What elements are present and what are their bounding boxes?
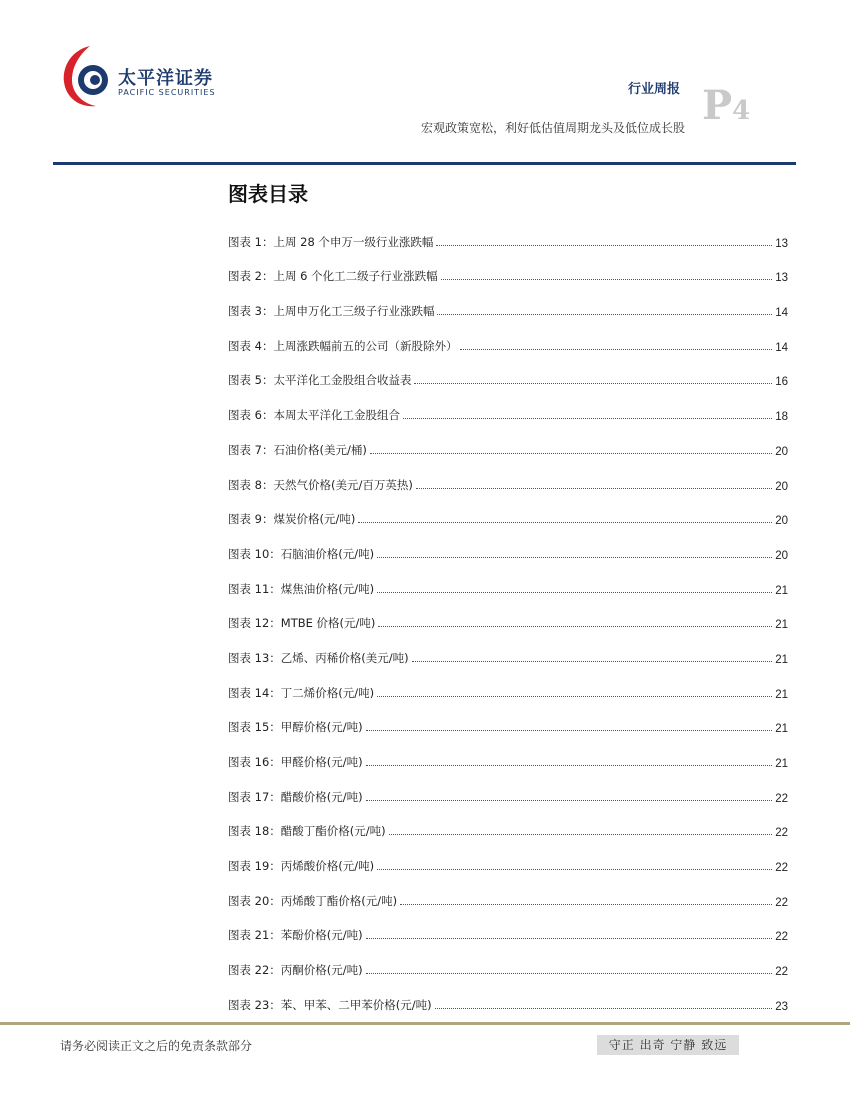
toc-entry-label[interactable]: 图表 6：本周太平洋化工金股组合 xyxy=(228,408,400,423)
header-divider xyxy=(53,162,796,165)
toc-leader-dots xyxy=(435,1008,773,1009)
toc-entry[interactable] xyxy=(228,567,788,602)
toc-entry-label[interactable]: 图表 17：醋酸价格(元/吨) xyxy=(228,789,363,804)
toc-leader-dots xyxy=(377,592,772,593)
footer-motto: 守正 出奇 宁静 致远 xyxy=(597,1035,739,1055)
toc-entry[interactable] xyxy=(228,671,788,706)
toc-leader-dots xyxy=(366,765,773,766)
toc-entry[interactable] xyxy=(228,393,788,428)
toc-entry-label[interactable]: 图表 10：石脑油价格(元/吨) xyxy=(228,546,375,561)
toc-entry-label[interactable]: 图表 2：上周 6 个化工二级子行业涨跌幅 xyxy=(228,269,438,284)
toc-entry-page[interactable]: 21 xyxy=(775,723,788,736)
toc-entry[interactable] xyxy=(228,636,788,671)
toc-entry-page[interactable]: 21 xyxy=(775,688,788,701)
toc-entry-label[interactable]: 图表 19：丙烯酸价格(元/吨) xyxy=(228,859,375,874)
toc-entry-page[interactable]: 22 xyxy=(775,966,788,979)
toc-leader-dots xyxy=(389,834,773,835)
toc-entry[interactable] xyxy=(228,983,788,1018)
toc-entry[interactable] xyxy=(228,602,788,637)
toc-entry-page[interactable]: 22 xyxy=(775,896,788,909)
toc-entry-label[interactable]: 图表 15：甲醇价格(元/吨) xyxy=(228,720,363,735)
toc-entry-page[interactable]: 18 xyxy=(775,411,788,424)
toc-entry-page[interactable]: 13 xyxy=(775,272,788,285)
toc-entry-page[interactable]: 13 xyxy=(775,237,788,250)
toc-entry-page[interactable]: 22 xyxy=(775,862,788,875)
toc-entry[interactable] xyxy=(228,324,788,359)
toc-entry-page[interactable]: 16 xyxy=(775,376,788,389)
toc-leader-dots xyxy=(377,869,772,870)
logo-name-en: PACIFIC SECURITIES xyxy=(118,88,216,97)
toc-leader-dots xyxy=(358,522,772,523)
toc-entry-label[interactable]: 图表 5：太平洋化工金股组合收益表 xyxy=(228,373,412,388)
toc-entry[interactable] xyxy=(228,810,788,845)
toc-entry-page[interactable]: 22 xyxy=(775,931,788,944)
toc-entry[interactable] xyxy=(228,844,788,879)
toc-entry-label[interactable]: 图表 9：煤炭价格(元/吨) xyxy=(228,512,356,527)
toc-entry-page[interactable]: 20 xyxy=(775,445,788,458)
toc-entry[interactable] xyxy=(228,532,788,567)
page-number-digit: 4 xyxy=(732,96,751,126)
logo-emblem-icon xyxy=(60,44,116,110)
toc-leader-dots xyxy=(400,904,772,905)
toc-entry-label[interactable]: 图表 14：丁二烯价格(元/吨) xyxy=(228,685,375,700)
toc-leader-dots xyxy=(377,696,772,697)
toc-entry-page[interactable]: 22 xyxy=(775,792,788,805)
toc-leader-dots xyxy=(377,557,772,558)
toc-entry-page[interactable]: 14 xyxy=(775,307,788,320)
toc-leader-dots xyxy=(366,973,773,974)
toc-entry-label[interactable]: 图表 3：上周申万化工三级子行业涨跌幅 xyxy=(228,304,435,319)
toc-entry[interactable] xyxy=(228,463,788,498)
toc-entry-page[interactable]: 21 xyxy=(775,758,788,770)
toc-entry-label[interactable]: 图表 4：上周涨跌幅前五的公司（新股除外） xyxy=(228,338,458,353)
toc-entry-page[interactable]: 20 xyxy=(775,480,788,493)
toc-entry-label[interactable]: 图表 20：丙烯酸丁酯价格(元/吨) xyxy=(228,893,398,908)
company-logo xyxy=(60,44,240,114)
toc-entry[interactable] xyxy=(228,706,788,741)
toc-entry[interactable] xyxy=(228,740,788,775)
toc-entry-page[interactable]: 23 xyxy=(775,1000,788,1013)
toc-leader-dots xyxy=(441,279,773,280)
toc-leader-dots xyxy=(370,453,772,454)
toc-leader-dots xyxy=(378,626,772,627)
toc-leader-dots xyxy=(403,418,772,419)
toc-entry[interactable] xyxy=(228,914,788,949)
toc-leader-dots xyxy=(366,730,773,731)
toc-entry[interactable] xyxy=(228,220,788,255)
toc-leader-dots xyxy=(366,938,773,939)
toc-entry-label[interactable]: 图表 1：上周 28 个申万一级行业涨跌幅 xyxy=(228,234,434,249)
toc-entry-page[interactable]: 20 xyxy=(775,549,788,562)
page-prefix: P xyxy=(702,82,733,129)
toc-entry-page[interactable]: 22 xyxy=(775,827,788,840)
toc-entry-label[interactable]: 图表 7：石油价格(美元/桶) xyxy=(228,442,367,457)
report-type: 行业周报 xyxy=(628,82,681,97)
toc-entry-label[interactable]: 图表 11：煤焦油价格(元/吨) xyxy=(228,581,375,596)
toc-entry[interactable] xyxy=(228,948,788,983)
toc-entry-label[interactable]: 图表 12：MTBE 价格(元/吨) xyxy=(228,616,376,631)
toc-entry[interactable] xyxy=(228,428,788,463)
toc-title: 图表目录 xyxy=(228,182,308,206)
toc-entry-label[interactable]: 图表 23：苯、甲苯、二甲苯价格(元/吨) xyxy=(228,997,432,1012)
toc-leader-dots xyxy=(436,245,772,246)
toc-entry-label[interactable]: 图表 13：乙烯、丙稀价格(美元/吨) xyxy=(228,650,409,665)
page-number xyxy=(702,82,751,129)
footer-disclaimer: 请务必阅读正文之后的免责条款部分 xyxy=(60,1039,253,1053)
toc-entry-page[interactable]: 14 xyxy=(775,341,788,354)
toc-entry[interactable] xyxy=(228,255,788,290)
toc-entry-label[interactable]: 图表 18：醋酸丁酯价格(元/吨) xyxy=(228,824,386,839)
toc-entry-label[interactable]: 图表 22：丙酮价格(元/吨) xyxy=(228,963,363,978)
toc-entry-label[interactable]: 图表 16：甲醛价格(元/吨) xyxy=(228,755,363,769)
toc-entry[interactable] xyxy=(228,775,788,810)
toc-entry[interactable] xyxy=(228,498,788,533)
toc-leader-dots xyxy=(460,349,772,350)
toc-entry[interactable] xyxy=(228,359,788,394)
footer-divider xyxy=(0,1022,850,1025)
toc-leader-dots xyxy=(437,314,772,315)
toc-leader-dots xyxy=(412,661,773,662)
logo-name-cn: 太平洋证券 xyxy=(118,68,213,89)
toc-entry-page[interactable]: 21 xyxy=(775,584,788,597)
toc-list xyxy=(228,220,788,1018)
toc-entry-page[interactable]: 21 xyxy=(775,653,788,666)
toc-entry[interactable] xyxy=(228,289,788,324)
toc-entry[interactable] xyxy=(228,879,788,914)
toc-entry-page[interactable]: 20 xyxy=(775,515,788,528)
toc-leader-dots xyxy=(366,800,773,801)
toc-entry-page[interactable]: 21 xyxy=(775,619,788,632)
toc-leader-dots xyxy=(416,488,772,489)
toc-entry-label[interactable]: 图表 21：苯酚价格(元/吨) xyxy=(228,928,363,943)
toc-leader-dots xyxy=(414,383,772,384)
toc-entry-label[interactable]: 图表 8：天然气价格(美元/百万英热) xyxy=(228,477,413,492)
report-subtitle: 宏观政策宽松，利好低估值周期龙头及低位成长股 xyxy=(420,121,685,135)
